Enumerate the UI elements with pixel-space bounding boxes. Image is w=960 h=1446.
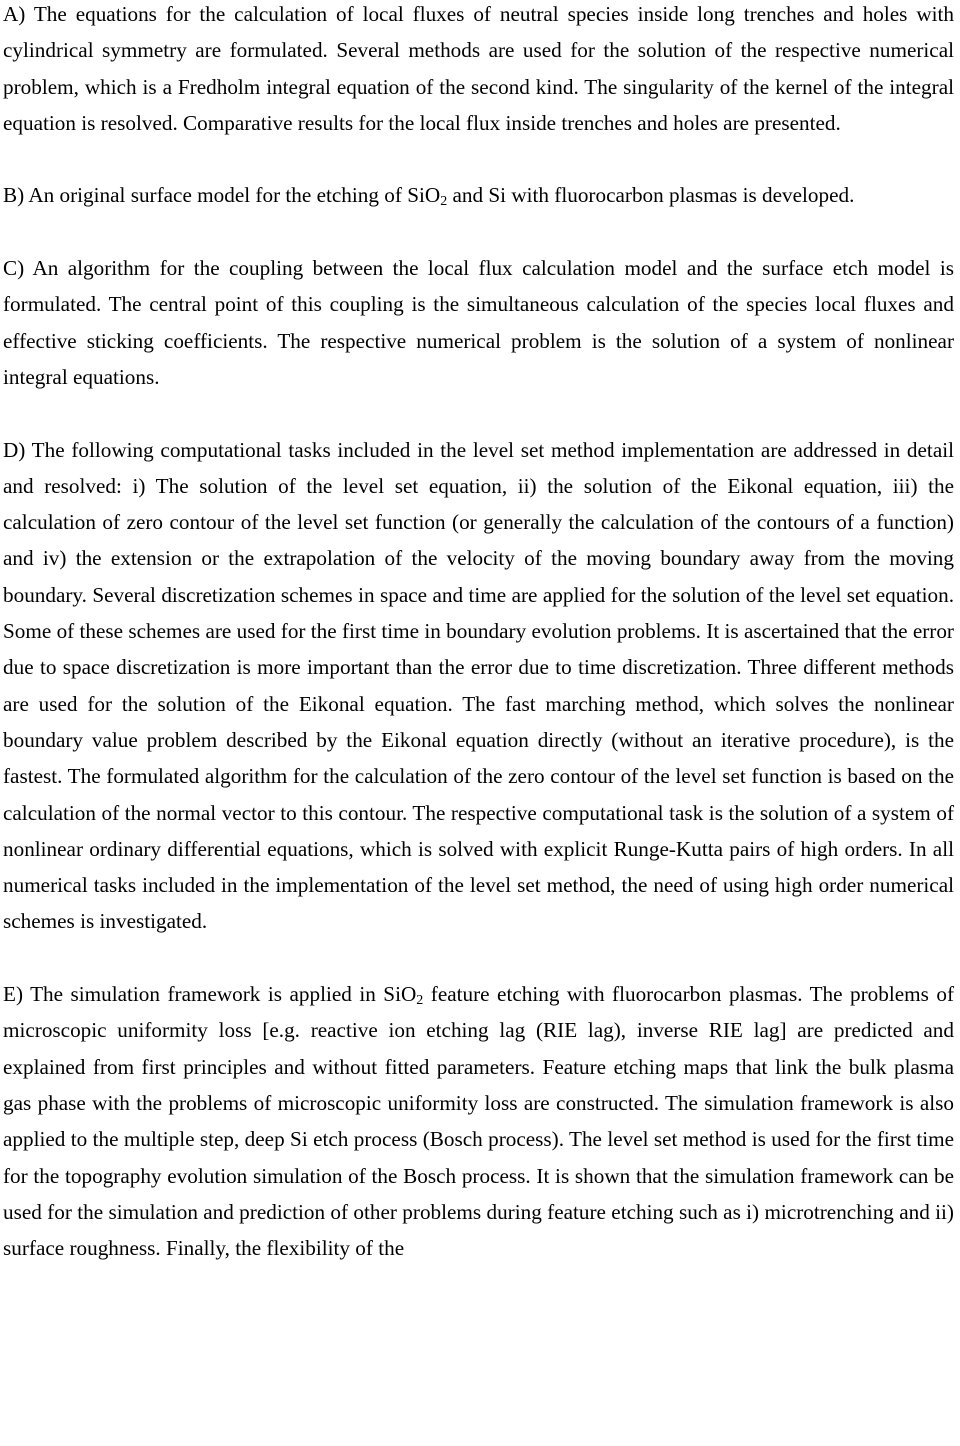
paragraph-e-text-continued: feature etching with fluorocarbon plasmas. The problems of microscopic uniformity loss [e.g. reactive ion etching lag (RIE lag), inverse RIE lag] are predicted and explained from first principles and without fitted parameters. Feature etching maps that link the bulk plasma gas phase with the problems of microscopic uniformity loss are constructed. The simulation framework is also applied to the multiple step, deep Si etch process (Bosch process). The level set method is used for the first time for the topography evolution simulation of the Bosch process. It is shown that the simulation framework can be used for the simulation and prediction of other problems during feature etching such as i) microtrenching and ii) surface roughness. Finally, the flexibility of the	[3, 982, 955, 1261]
paragraph-b-text-continued: and Si with fluorocarbon plasmas is developed.	[447, 183, 855, 208]
paragraph-d: D) The following computational tasks included in the level set method implementation are addressed in detail and resolved: i) The solution of the level set equation, ii) the solution of the Eikonal equation, iii) the calculation of zero contour of the level set function (or generally the calculation of the contours of a function) and iv) the extension or the extrapolation of the velocity of the moving boundary away from the moving boundary. Several discretization schemes in space and time are applied for the solution of the level set equation. Some of these schemes are used for the first time in boundary evolution problems. It is ascertained that the error due to space discretization is more important than the error due to time discretization. Three different methods are used for the solution of the Eikonal equation. The fast marching method, which solves the nonlinear boundary value problem described by the Eikonal equation directly (without an iterative procedure), is the fastest. The formulated algorithm for the calculation of the zero contour of the level set function is based on the calculation of the normal vector to this contour. The respective computational task is the solution of a system of nonlinear ordinary differential equations, which is solved with explicit Runge-Kutta pairs of high orders. In all numerical tasks included in the implementation of the level set method, the need of using high order numerical schemes is investigated.	[3, 437, 954, 934]
paragraph-b-text: B) An original surface model for the etching of SiO	[3, 183, 441, 208]
paragraph-c: C) An algorithm for the coupling between the local flux calculation model and the surface etch model is formulated. The central point of this coupling is the simultaneous calculation of the species local fluxes and effective sticking coefficients. The respective numerical problem is the solution of a system of nonlinear integral equations.	[3, 256, 954, 389]
document-page	[3, 0, 954, 1266]
paragraph-e-subscript: 2	[416, 993, 424, 1009]
paragraph-e-text: E) The simulation framework is applied in SiO	[3, 982, 417, 1007]
paragraph-a: A) The equations for the calculation of local fluxes of neutral species inside long trenches and holes with cylindrical symmetry are formulated. Several methods are used for the solution of the respective numerical problem, which is a Fredholm integral equation of the second kind. The singularity of the kernel of the integral equation is resolved. Comparative results for the local flux inside trenches and holes are presented.	[3, 2, 954, 135]
paragraph-e	[3, 976, 954, 1266]
paragraph-b	[3, 177, 954, 213]
paragraph-b-subscript: 2	[440, 194, 448, 210]
